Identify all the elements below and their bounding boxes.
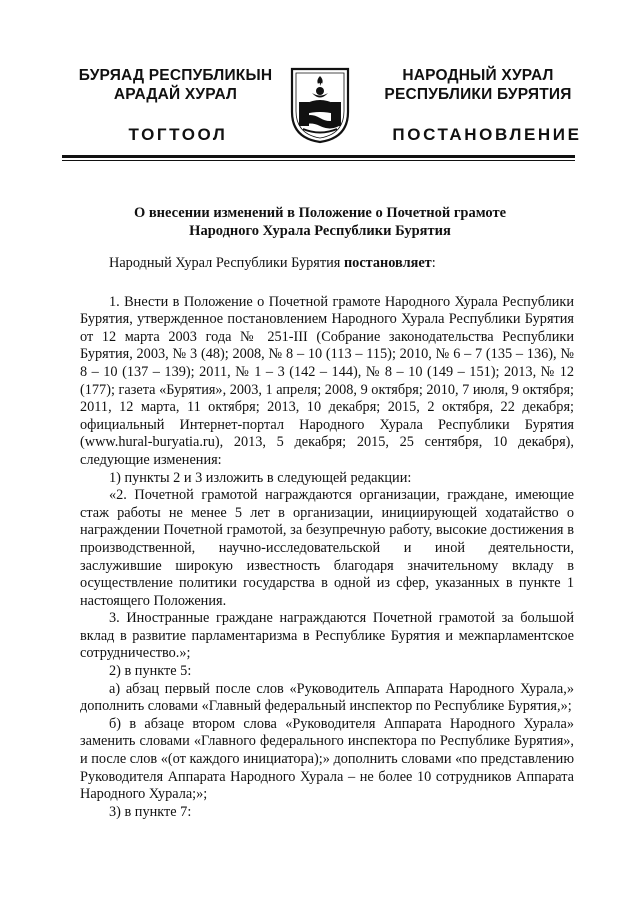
emblem-center-mass [305,100,335,114]
intro-text: Народный Хурал Республики Бурятия [109,255,344,271]
title-line2: Народного Хурала Республики Бурятия [189,223,451,239]
title-line1: О внесении изменений в Положение о Почетной грамоте [133,205,507,221]
paragraph-7: б) в абзаце втором слова «Руководителя Аппарата Народного Хурала» заменить словами «Главного федерального инспектора по Республике Бурятия», и после слов «(от каждого инициатора);» дополнить словами «по представлению Руководителя Аппарата Народного Хурала – не более 10 сотрудников Аппарата Народного Хурала;»; [80,715,574,803]
emblem-soyombo-sun [316,87,324,95]
header-divider-thick [62,155,575,158]
paragraph-6: а) абзац первый после слов «Руководитель Аппарата Народного Хурала,» дополнить словами «Главный федеральный инспектор по Республике Бурятия,»; [80,680,574,715]
header-left-doc-type: ТОГТООЛ [128,125,228,144]
header-right-line1: НАРОДНЫЙ ХУРАЛ [402,67,554,84]
document-title [80,204,560,240]
paragraph-5: 2) в пункте 5: [109,663,192,680]
paragraph-1: 1. Внести в Положение о Почетной грамоте Народного Хурала Республики Бурятия, утвержденное постановлением Народного Хурала Республики Бурятия от 12 марта 2003 года № 251-III (Собрание законодательства Республики Бурятия, 2003, № 3 (48); 2008, № 8 – 10 (113 – 115); 2010, № 6 – 7 (135 – 136), № 8 – 10 (137 – 139); 2011, № 1 – 3 (142 – 144), № 8 – 10 (149 – 151); 2013, № 12 (177); газета «Бурятия», 2003, 1 апреля; 2008, 9 октября; 2010, 7 июля, 9 октября; 2011, 12 марта, 11 октября; 2013, 10 декабря; 2015, 2 октября, 22 декабря; официальный Интернет-портал Народного Хурала Республики Бурятия (www.hural-buryatia.ru), 2013, 5 декабря; 2015, 25 сентября, 10 декабря), следующие изменения: [80,293,574,468]
paragraph-4: 3. Иностранные граждане награждаются Почетной грамотой за большой вклад в развитие парламентаризма в Республике Бурятия и межпарламентское сотрудничество.»; [80,610,574,662]
paragraph-2: 1) пункты 2 и 3 изложить в следующей редакции: [109,469,412,486]
paragraph-8: 3) в пункте 7: [109,803,192,820]
document-body [80,255,574,821]
intro-emphasis: постановляет [343,255,432,271]
intro-paragraph [80,255,574,273]
intro-suffix: : [431,255,436,271]
header-left-line1: БУРЯАД РЕСПУБЛИКЫН [78,67,273,84]
header-left-line2: АРАДАЙ ХУРАЛ [113,86,238,103]
header-right-doc-type: ПОСТАНОВЛЕНИЕ [392,125,582,144]
header-right-line2: РЕСПУБЛИКИ БУРЯТИЯ [384,86,572,103]
header-divider-thin [62,160,575,161]
coat-of-arms-icon [289,66,351,144]
header-left-org [68,66,283,104]
paragraph-3: «2. Почетной грамотой награждаются организации, граждане, имеющие стаж работы не менее 5 лет в организации, инициирующей ходатайство о награждении Почетной грамотой, за безупречную работу, высокие достижения в производственной, научно-исследовательской и иной деятельности, заслужившие широкую известность благодаря значительному вкладу в осуществление политики государства в одной из сфер, указанных в пункте 1 настоящего Положения. [80,487,574,609]
header-right-org [368,66,588,104]
